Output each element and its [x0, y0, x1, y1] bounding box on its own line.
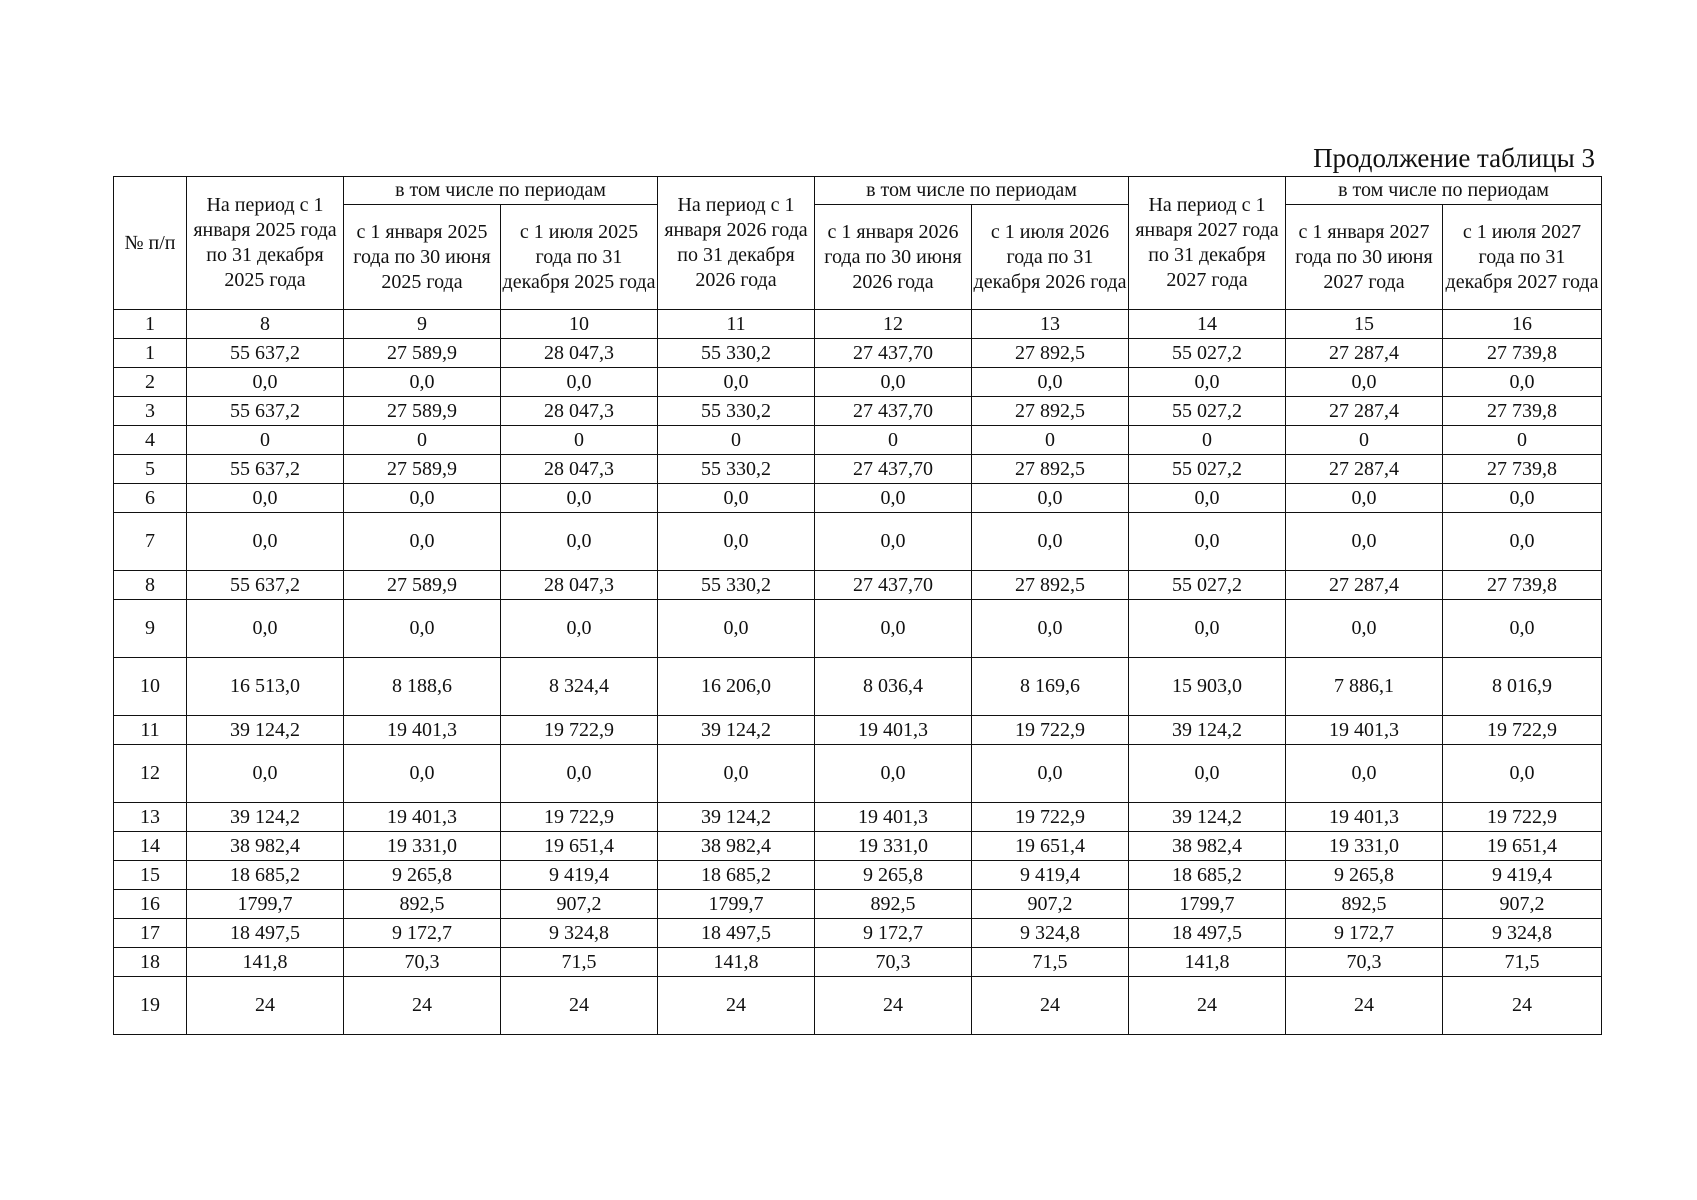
value-cell: 19 722,9	[501, 716, 658, 745]
value-cell: 9 172,7	[1286, 919, 1443, 948]
row-number-cell: 5	[114, 455, 187, 484]
value-cell: 38 982,4	[1129, 832, 1286, 861]
table-row	[114, 919, 1602, 948]
value-cell: 55 330,2	[658, 455, 815, 484]
value-cell: 0	[815, 426, 972, 455]
row-number-cell: 2	[114, 368, 187, 397]
value-cell: 0,0	[344, 484, 501, 513]
value-cell: 8 016,9	[1443, 658, 1602, 716]
value-cell: 38 982,4	[658, 832, 815, 861]
table-row	[114, 832, 1602, 861]
table-row	[114, 716, 1602, 745]
row-number-cell: 18	[114, 948, 187, 977]
value-cell: 27 589,9	[344, 397, 501, 426]
value-cell: 19 401,3	[815, 803, 972, 832]
value-cell: 27 287,4	[1286, 339, 1443, 368]
table-row	[114, 571, 1602, 600]
value-cell: 9 324,8	[972, 919, 1129, 948]
value-cell: 9 419,4	[1443, 861, 1602, 890]
value-cell: 24	[658, 977, 815, 1035]
value-cell: 0,0	[1129, 368, 1286, 397]
row-number-cell: 1	[114, 339, 187, 368]
value-cell: 39 124,2	[187, 803, 344, 832]
row-number-cell: 4	[114, 426, 187, 455]
value-cell: 7 886,1	[1286, 658, 1443, 716]
header-2027-including: в том числе по периодам	[1286, 177, 1602, 205]
value-cell: 24	[1443, 977, 1602, 1035]
value-cell: 24	[815, 977, 972, 1035]
value-cell: 0,0	[1443, 745, 1602, 803]
value-cell: 0,0	[658, 484, 815, 513]
value-cell: 0,0	[815, 600, 972, 658]
value-cell: 55 027,2	[1129, 455, 1286, 484]
value-cell: 18 497,5	[658, 919, 815, 948]
value-cell: 24	[344, 977, 501, 1035]
value-cell: 19 401,3	[1286, 803, 1443, 832]
value-cell: 0,0	[1443, 368, 1602, 397]
table-row	[114, 339, 1602, 368]
row-number-cell: 10	[114, 658, 187, 716]
value-cell: 16 513,0	[187, 658, 344, 716]
value-cell: 0,0	[1286, 600, 1443, 658]
row-number-cell: 19	[114, 977, 187, 1035]
value-cell: 0,0	[187, 600, 344, 658]
value-cell: 55 027,2	[1129, 397, 1286, 426]
value-cell: 18 685,2	[1129, 861, 1286, 890]
table-row	[114, 426, 1602, 455]
value-cell: 27 892,5	[972, 571, 1129, 600]
value-cell: 0,0	[972, 600, 1129, 658]
value-cell: 9 172,7	[344, 919, 501, 948]
value-cell: 55 027,2	[1129, 571, 1286, 600]
column-number: 14	[1129, 310, 1286, 339]
value-cell: 892,5	[344, 890, 501, 919]
header-2027-h1: с 1 января 2027 года по 30 июня 2027 года	[1286, 205, 1443, 310]
value-cell: 55 330,2	[658, 339, 815, 368]
column-number: 1	[114, 310, 187, 339]
value-cell: 27 437,70	[815, 455, 972, 484]
row-number-cell: 7	[114, 513, 187, 571]
row-number-cell: 15	[114, 861, 187, 890]
row-number-cell: 8	[114, 571, 187, 600]
value-cell: 9 265,8	[1286, 861, 1443, 890]
value-cell: 55 637,2	[187, 571, 344, 600]
table-row	[114, 658, 1602, 716]
value-cell: 8 169,6	[972, 658, 1129, 716]
value-cell: 19 651,4	[1443, 832, 1602, 861]
value-cell: 0,0	[501, 368, 658, 397]
table-row	[114, 513, 1602, 571]
value-cell: 0,0	[815, 368, 972, 397]
value-cell: 0,0	[972, 484, 1129, 513]
value-cell: 0,0	[1443, 513, 1602, 571]
table-row	[114, 890, 1602, 919]
value-cell: 0,0	[501, 600, 658, 658]
header-2026-including: в том числе по периодам	[815, 177, 1129, 205]
table-body	[114, 339, 1602, 1035]
value-cell: 0,0	[1129, 745, 1286, 803]
value-cell: 0	[658, 426, 815, 455]
column-number: 8	[187, 310, 344, 339]
value-cell: 0,0	[815, 513, 972, 571]
value-cell: 39 124,2	[1129, 716, 1286, 745]
value-cell: 0,0	[344, 513, 501, 571]
value-cell: 9 172,7	[815, 919, 972, 948]
value-cell: 24	[972, 977, 1129, 1035]
column-number: 10	[501, 310, 658, 339]
value-cell: 27 739,8	[1443, 571, 1602, 600]
value-cell: 0,0	[1286, 745, 1443, 803]
value-cell: 39 124,2	[1129, 803, 1286, 832]
column-number: 11	[658, 310, 815, 339]
value-cell: 71,5	[972, 948, 1129, 977]
column-number: 16	[1443, 310, 1602, 339]
row-number-cell: 13	[114, 803, 187, 832]
value-cell: 27 739,8	[1443, 397, 1602, 426]
value-cell: 0,0	[815, 745, 972, 803]
header-row-1	[114, 177, 1602, 205]
value-cell: 28 047,3	[501, 455, 658, 484]
value-cell: 28 047,3	[501, 339, 658, 368]
value-cell: 0,0	[972, 745, 1129, 803]
value-cell: 19 401,3	[344, 716, 501, 745]
value-cell: 1799,7	[187, 890, 344, 919]
value-cell: 27 287,4	[1286, 571, 1443, 600]
value-cell: 18 685,2	[187, 861, 344, 890]
value-cell: 19 401,3	[344, 803, 501, 832]
value-cell: 907,2	[1443, 890, 1602, 919]
value-cell: 0	[344, 426, 501, 455]
value-cell: 18 685,2	[658, 861, 815, 890]
value-cell: 9 419,4	[972, 861, 1129, 890]
value-cell: 0	[1443, 426, 1602, 455]
value-cell: 19 401,3	[815, 716, 972, 745]
value-cell: 0,0	[1443, 600, 1602, 658]
value-cell: 19 722,9	[1443, 716, 1602, 745]
header-2026-h1: с 1 января 2026 года по 30 июня 2026 года	[815, 205, 972, 310]
header-2025-h2: с 1 июля 2025 года по 31 декабря 2025 года	[501, 205, 658, 310]
table-row	[114, 600, 1602, 658]
value-cell: 0,0	[1129, 484, 1286, 513]
value-cell: 55 330,2	[658, 397, 815, 426]
header-2025-h1: с 1 января 2025 года по 30 июня 2025 года	[344, 205, 501, 310]
value-cell: 0,0	[658, 513, 815, 571]
value-cell: 19 401,3	[1286, 716, 1443, 745]
value-cell: 15 903,0	[1129, 658, 1286, 716]
value-cell: 0,0	[187, 368, 344, 397]
row-number-cell: 16	[114, 890, 187, 919]
value-cell: 28 047,3	[501, 397, 658, 426]
value-cell: 38 982,4	[187, 832, 344, 861]
value-cell: 9 324,8	[501, 919, 658, 948]
value-cell: 19 331,0	[1286, 832, 1443, 861]
value-cell: 1799,7	[1129, 890, 1286, 919]
value-cell: 55 027,2	[1129, 339, 1286, 368]
table-row	[114, 455, 1602, 484]
value-cell: 27 892,5	[972, 455, 1129, 484]
value-cell: 9 265,8	[815, 861, 972, 890]
value-cell: 18 497,5	[1129, 919, 1286, 948]
value-cell: 24	[1286, 977, 1443, 1035]
table-row	[114, 948, 1602, 977]
row-number-cell: 9	[114, 600, 187, 658]
header-2025-including: в том числе по периодам	[344, 177, 658, 205]
value-cell: 0,0	[344, 600, 501, 658]
value-cell: 9 265,8	[344, 861, 501, 890]
table-row	[114, 803, 1602, 832]
value-cell: 71,5	[1443, 948, 1602, 977]
value-cell: 19 722,9	[972, 716, 1129, 745]
value-cell: 1799,7	[658, 890, 815, 919]
value-cell: 55 637,2	[187, 397, 344, 426]
table-row	[114, 977, 1602, 1035]
value-cell: 141,8	[187, 948, 344, 977]
value-cell: 27 287,4	[1286, 397, 1443, 426]
value-cell: 19 331,0	[815, 832, 972, 861]
value-cell: 19 651,4	[501, 832, 658, 861]
value-cell: 27 287,4	[1286, 455, 1443, 484]
value-cell: 19 722,9	[501, 803, 658, 832]
value-cell: 8 324,4	[501, 658, 658, 716]
column-number: 9	[344, 310, 501, 339]
row-number-cell: 14	[114, 832, 187, 861]
value-cell: 9 324,8	[1443, 919, 1602, 948]
value-cell: 0,0	[658, 600, 815, 658]
value-cell: 27 892,5	[972, 397, 1129, 426]
value-cell: 0,0	[658, 745, 815, 803]
row-number-cell: 12	[114, 745, 187, 803]
value-cell: 0,0	[1443, 484, 1602, 513]
value-cell: 0,0	[501, 745, 658, 803]
value-cell: 28 047,3	[501, 571, 658, 600]
value-cell: 24	[501, 977, 658, 1035]
value-cell: 70,3	[344, 948, 501, 977]
value-cell: 0,0	[1129, 600, 1286, 658]
header-2026-total: На период с 1 января 2026 года по 31 декабря 2026 года	[658, 177, 815, 310]
value-cell: 8 036,4	[815, 658, 972, 716]
value-cell: 0,0	[1286, 368, 1443, 397]
value-cell: 0,0	[501, 513, 658, 571]
value-cell: 16 206,0	[658, 658, 815, 716]
data-table	[113, 176, 1602, 1035]
value-cell: 39 124,2	[187, 716, 344, 745]
value-cell: 27 589,9	[344, 455, 501, 484]
table-row	[114, 484, 1602, 513]
row-number-cell: 3	[114, 397, 187, 426]
value-cell: 27 589,9	[344, 571, 501, 600]
row-number-cell: 6	[114, 484, 187, 513]
table-row	[114, 745, 1602, 803]
value-cell: 18 497,5	[187, 919, 344, 948]
value-cell: 0,0	[187, 484, 344, 513]
value-cell: 19 722,9	[972, 803, 1129, 832]
column-number-row	[114, 310, 1602, 339]
value-cell: 0,0	[501, 484, 658, 513]
value-cell: 70,3	[815, 948, 972, 977]
value-cell: 907,2	[501, 890, 658, 919]
value-cell: 24	[187, 977, 344, 1035]
value-cell: 19 722,9	[1443, 803, 1602, 832]
column-number: 12	[815, 310, 972, 339]
header-2025-total: На период с 1 января 2025 года по 31 декабря 2025 года	[187, 177, 344, 310]
row-number-cell: 17	[114, 919, 187, 948]
value-cell: 27 739,8	[1443, 455, 1602, 484]
value-cell: 27 589,9	[344, 339, 501, 368]
value-cell: 27 437,70	[815, 571, 972, 600]
value-cell: 0,0	[344, 745, 501, 803]
value-cell: 39 124,2	[658, 803, 815, 832]
value-cell: 0,0	[972, 513, 1129, 571]
value-cell: 19 651,4	[972, 832, 1129, 861]
value-cell: 70,3	[1286, 948, 1443, 977]
value-cell: 9 419,4	[501, 861, 658, 890]
value-cell: 0,0	[187, 745, 344, 803]
value-cell: 55 637,2	[187, 455, 344, 484]
value-cell: 0	[972, 426, 1129, 455]
value-cell: 24	[1129, 977, 1286, 1035]
value-cell: 27 437,70	[815, 397, 972, 426]
header-2026-h2: с 1 июля 2026 года по 31 декабря 2026 года	[972, 205, 1129, 310]
value-cell: 71,5	[501, 948, 658, 977]
value-cell: 892,5	[815, 890, 972, 919]
header-2027-h2: с 1 июля 2027 года по 31 декабря 2027 года	[1443, 205, 1602, 310]
value-cell: 0	[501, 426, 658, 455]
value-cell: 0,0	[658, 368, 815, 397]
value-cell: 27 437,70	[815, 339, 972, 368]
value-cell: 907,2	[972, 890, 1129, 919]
value-cell: 141,8	[1129, 948, 1286, 977]
table-caption: Продолжение таблицы 3	[1313, 143, 1595, 173]
value-cell: 27 739,8	[1443, 339, 1602, 368]
value-cell: 19 331,0	[344, 832, 501, 861]
value-cell: 892,5	[1286, 890, 1443, 919]
value-cell: 0,0	[187, 513, 344, 571]
table-row	[114, 368, 1602, 397]
value-cell: 0,0	[344, 368, 501, 397]
value-cell: 0,0	[1129, 513, 1286, 571]
column-number: 13	[972, 310, 1129, 339]
value-cell: 141,8	[658, 948, 815, 977]
table-row	[114, 861, 1602, 890]
row-number-cell: 11	[114, 716, 187, 745]
header-row-number: № п/п	[114, 177, 187, 310]
value-cell: 8 188,6	[344, 658, 501, 716]
value-cell: 0,0	[972, 368, 1129, 397]
value-cell: 0	[1286, 426, 1443, 455]
value-cell: 0	[1129, 426, 1286, 455]
table-row	[114, 397, 1602, 426]
value-cell: 0,0	[815, 484, 972, 513]
value-cell: 0	[187, 426, 344, 455]
column-number: 15	[1286, 310, 1443, 339]
value-cell: 39 124,2	[658, 716, 815, 745]
value-cell: 0,0	[1286, 484, 1443, 513]
value-cell: 0,0	[1286, 513, 1443, 571]
value-cell: 55 637,2	[187, 339, 344, 368]
value-cell: 27 892,5	[972, 339, 1129, 368]
header-2027-total: На период с 1 января 2027 года по 31 декабря 2027 года	[1129, 177, 1286, 310]
value-cell: 55 330,2	[658, 571, 815, 600]
